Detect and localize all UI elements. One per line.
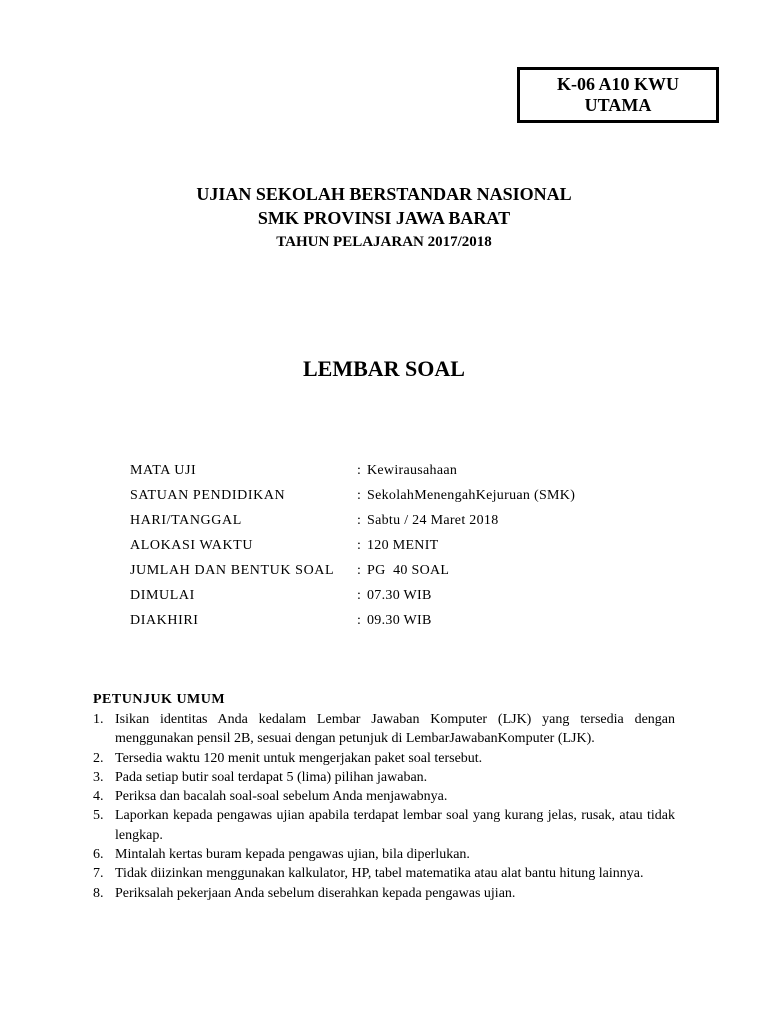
exam-name: UJIAN SEKOLAH BERSTANDAR NASIONAL <box>196 184 572 204</box>
item-number: 1. <box>93 712 104 727</box>
academic-year: TAHUN PELAJARAN 2017/2018 <box>276 234 492 250</box>
info-row <box>130 458 690 483</box>
info-row <box>130 483 690 508</box>
item-text: Tidak diizinkan menggunakan kalkulator, HP, tabel matematika atau alat bantu hitung lainnya. <box>115 866 644 882</box>
info-value: 07.30 WIB <box>367 588 432 603</box>
info-value: Sabtu / 24 Maret 2018 <box>367 513 499 528</box>
item-text: Periksa dan bacalah soal-soal sebelum Anda menjawabnya. <box>115 789 448 805</box>
info-label: SATUAN PENDIDIKAN <box>130 488 286 503</box>
exam-province: SMK PROVINSI JAWA BARAT <box>257 208 511 228</box>
info-label: HARI/TANGGAL <box>130 513 242 528</box>
list-item <box>93 864 675 883</box>
item-text: Mintalah kertas buram kepada pengawas ujian, bila diperlukan. <box>115 847 470 863</box>
document-code-line: K-06 A10 KWU <box>556 74 679 94</box>
document-code-line: UTAMA <box>584 95 652 115</box>
info-label: MATA UJI <box>130 463 197 478</box>
item-text: Periksalah pekerjaan Anda sebelum diserahkan kepada pengawas ujian. <box>115 885 516 901</box>
info-value: 09.30 WIB <box>367 613 432 628</box>
info-value: Kewirausahaan <box>367 463 458 478</box>
info-separator: : <box>357 513 361 528</box>
document-code-box <box>517 67 719 123</box>
info-label: JUMLAH DAN BENTUK SOAL <box>130 563 335 578</box>
page-title: LEMBAR SOAL <box>303 356 465 381</box>
info-label: DIMULAI <box>130 588 195 603</box>
info-separator: : <box>357 613 361 628</box>
item-number: 8. <box>93 885 104 901</box>
info-separator: : <box>357 538 361 553</box>
list-item <box>93 710 675 749</box>
info-row <box>130 583 690 608</box>
item-number: 4. <box>93 789 104 805</box>
exam-info-table <box>130 458 690 633</box>
item-text: Pada setiap butir soal terdapat 5 (lima) pilihan jawaban. <box>115 769 428 785</box>
instructions-heading: PETUNJUK UMUM <box>93 692 226 707</box>
info-row <box>130 533 690 558</box>
item-number: 7. <box>93 866 104 882</box>
info-row <box>130 508 690 533</box>
list-item <box>93 787 675 806</box>
instructions-list <box>93 710 675 903</box>
list-item <box>93 884 675 903</box>
list-item <box>93 749 675 768</box>
info-row <box>130 608 690 633</box>
exam-header <box>0 182 768 254</box>
info-label: DIAKHIRI <box>130 613 199 628</box>
info-separator: : <box>357 463 361 478</box>
info-separator: : <box>357 588 361 603</box>
info-separator: : <box>357 563 361 578</box>
info-row <box>130 558 690 583</box>
info-separator: : <box>357 488 361 503</box>
item-number: 6. <box>93 847 104 863</box>
item-text: Laporkan kepada pengawas ujian apabila terdapat lembar soal yang kurang jelas, rusak, atau tidak lengkap. <box>115 808 675 843</box>
list-item <box>93 768 675 787</box>
item-number: 2. <box>93 750 104 766</box>
info-label: ALOKASI WAKTU <box>130 538 254 553</box>
item-number: 5. <box>93 808 104 824</box>
info-value: PG 40 SOAL <box>367 563 450 578</box>
info-value: 120 MENIT <box>367 538 439 553</box>
list-item <box>93 806 675 845</box>
item-number: 3. <box>93 769 104 785</box>
item-text: Isikan identitas Anda kedalam Lembar Jawaban Komputer (LJK) yang tersedia dengan menggunakan pensil 2B, sesuai dengan petunjuk di LembarJawabanKomputer (LJK). <box>115 712 675 747</box>
general-instructions <box>93 690 675 903</box>
list-item <box>93 845 675 864</box>
info-value: SekolahMenengahKejuruan (SMK) <box>367 488 576 503</box>
item-text: Tersedia waktu 120 menit untuk mengerjakan paket soal tersebut. <box>115 750 483 766</box>
